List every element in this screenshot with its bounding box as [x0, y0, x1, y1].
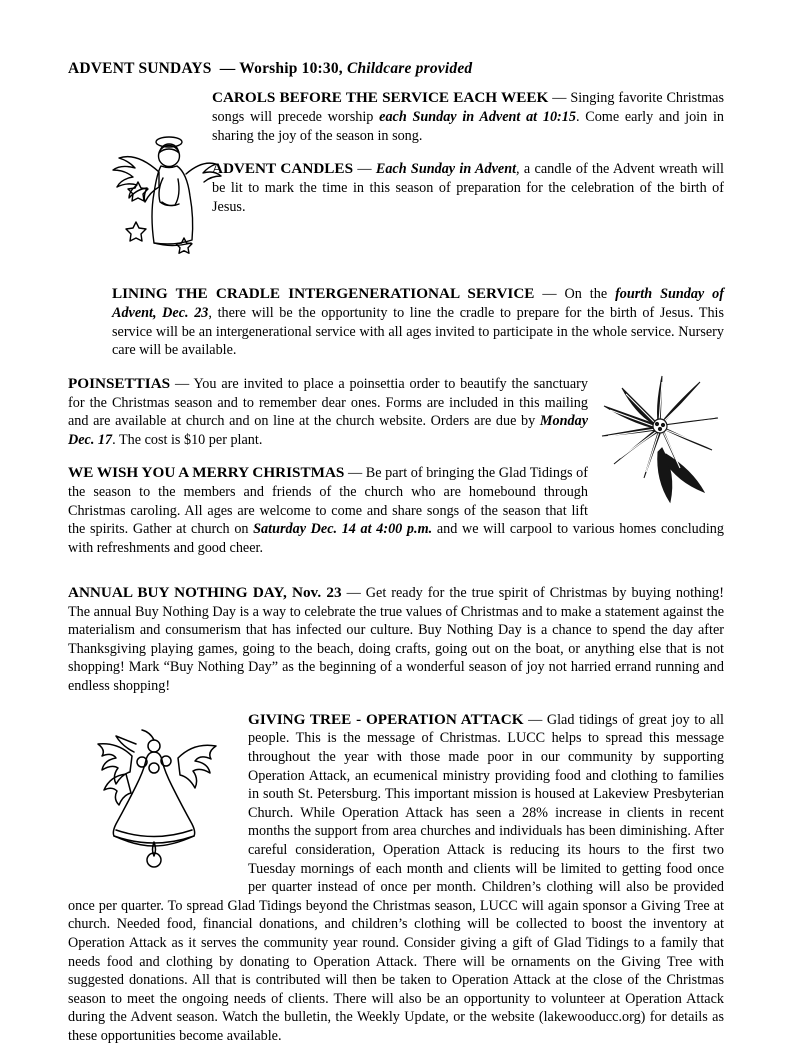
section-merry-christmas-text-2: and we will carpool to various homes concluding with refreshments and good cheer.	[68, 521, 724, 557]
page-title-italic: Childcare provided	[346, 60, 473, 77]
section-carols-text-1: Singing favorite Christmas songs will precede worship	[212, 90, 724, 125]
section-advent-candles-emph-1: Each Sunday in Advent	[375, 161, 517, 178]
section-lining-the-cradle	[112, 284, 724, 360]
section-poinsettias-heading: POINSETTIAS	[68, 374, 171, 392]
section-buy-nothing-day-dash: —	[346, 584, 361, 601]
section-buy-nothing-day-heading: ANNUAL BUY NOTHING DAY, Nov. 23	[68, 583, 342, 601]
section-advent-candles-text-2: , a candle of the Advent wreath will be lit to mark the time in this season of preparation for the celebration of the birth of Jesus.	[212, 161, 724, 215]
section-lining-the-cradle-text-2: , there will be the opportunity to line the cradle to prepare for the birth of Jesus. This service will be an intergenerational service with all ages invited to participate in the whole service. Nursery care will be available.	[112, 304, 724, 359]
advent-sundays-group	[68, 88, 724, 274]
section-merry-christmas-heading: WE WISH YOU A MERRY CHRISTMAS	[68, 464, 345, 482]
section-giving-tree	[68, 710, 724, 1046]
section-advent-candles	[212, 159, 724, 216]
section-buy-nothing-day	[68, 583, 724, 696]
poinsettia-illustration	[596, 374, 724, 508]
document-page	[68, 60, 724, 1057]
section-giving-tree-text-1: Glad tidings of great joy to all people. This is the message of Christmas. LUCC helps to spread this message throughout the year with those made poor in our community by supporting Operation Attack, an ecumenical ministry providing food and clothing to families in south St. Petersburg. This important mission is housed at Lakeview Presbyterian Church. While Operation Attack has seen a 28% increase in clients in recent months the support from area churches and individuals has been diminishing. After careful consideration, Operation Attack is reducing its hours to the first two Tuesday mornings of each month and clients will be limited to getting food once per quarter instead of once per month. Children’s clothing will also be provided once per quarter. To spread Glad Tidings beyond the Christmas season, LUCC will again sponsor a Giving Tree at church. Needed food, financial donations, and children’s clothing will be collected to boost the inventory at Operation Attack as it serves the community year round. Consider giving a gift of Glad Tidings to a family that needs food and clothing by donating to Operation Attack. There will be ornaments on the Giving Tree with suggested donations. All that is contributed will then be taken to Operation Attack at the close of the Christmas season to meet the ongoing needs of clients. There will also be an opportunity to volunteer at Operation Attack during the Advent season. Watch the bulletin, the Weekly Update, or the website (lakewooducc.org) for details as these opportunities become available.	[68, 711, 724, 1044]
section-merry-christmas-text-1: Be part of bringing the Glad Tidings of the season to the members and friends of the church who are homebound through Christmas caroling. All ages are welcome to come and share songs of the season that lift the spirits. Gather at church on	[68, 465, 588, 538]
section-advent-candles-dash: —	[357, 161, 372, 178]
bell-with-holly-illustration	[68, 712, 240, 884]
section-poinsettias-dash: —	[174, 375, 190, 392]
section-lining-the-cradle-heading: LINING THE CRADLE INTERGENERATIONAL SERVICE	[112, 285, 535, 302]
section-buy-nothing-day-text-1: Get ready for the true spirit of Christmas by buying nothing! The annual Buy Nothing Day is a way to celebrate the true values of Christmas and to make a statement against the materialism and consumerism that has infected our culture. Buy Nothing Day is a chance to spend the day after Thanksgiving playing games, going to the beach, doing crafts, going out on the boat, or anything else that is not shopping! Mark “Buy Nothing Day” as the beginning of a wonderful season of joy not harried errand running and endless shopping!	[68, 584, 724, 694]
angel-illustration	[106, 126, 226, 266]
page-title-dash: — Worship 10:30,	[219, 60, 343, 77]
section-poinsettias	[68, 374, 724, 450]
section-poinsettias-text-2: . The cost is $10 per plant.	[112, 431, 263, 448]
section-merry-christmas-dash: —	[347, 465, 363, 482]
section-carols-text-2: . Come early and join in sharing the joy of the season in song.	[212, 108, 724, 144]
section-advent-candles-heading: ADVENT CANDLES	[212, 160, 354, 178]
section-merry-christmas-emph-1: Saturday Dec. 14 at 4:00 p.m.	[253, 521, 433, 538]
section-carols	[212, 88, 724, 145]
section-lining-the-cradle-text-1: On the	[556, 286, 616, 302]
section-lining-the-cradle-emph-1: fourth Sunday of Advent, Dec. 23	[112, 286, 724, 321]
section-poinsettias-emph-1: Monday Dec. 17	[68, 413, 588, 448]
section-poinsettias-text-1: You are invited to place a poinsettia order to beautify the sanctuary for the Christmas season and to remember dear ones. Forms are included in this mailing and are available at church and on line at the church website. Orders are due by	[68, 375, 589, 430]
page-title-lead: ADVENT SUNDAYS	[68, 60, 212, 77]
section-carols-dash: —	[552, 90, 567, 106]
page-title	[68, 60, 724, 78]
section-giving-tree-heading: GIVING TREE - OPERATION ATTACK	[248, 710, 524, 728]
section-carols-heading: CAROLS BEFORE THE SERVICE EACH WEEK	[212, 89, 549, 106]
section-lining-the-cradle-dash: —	[542, 286, 557, 302]
section-giving-tree-dash: —	[528, 711, 543, 728]
section-carols-emph-1: each Sunday in Advent at 10:15	[379, 108, 576, 125]
